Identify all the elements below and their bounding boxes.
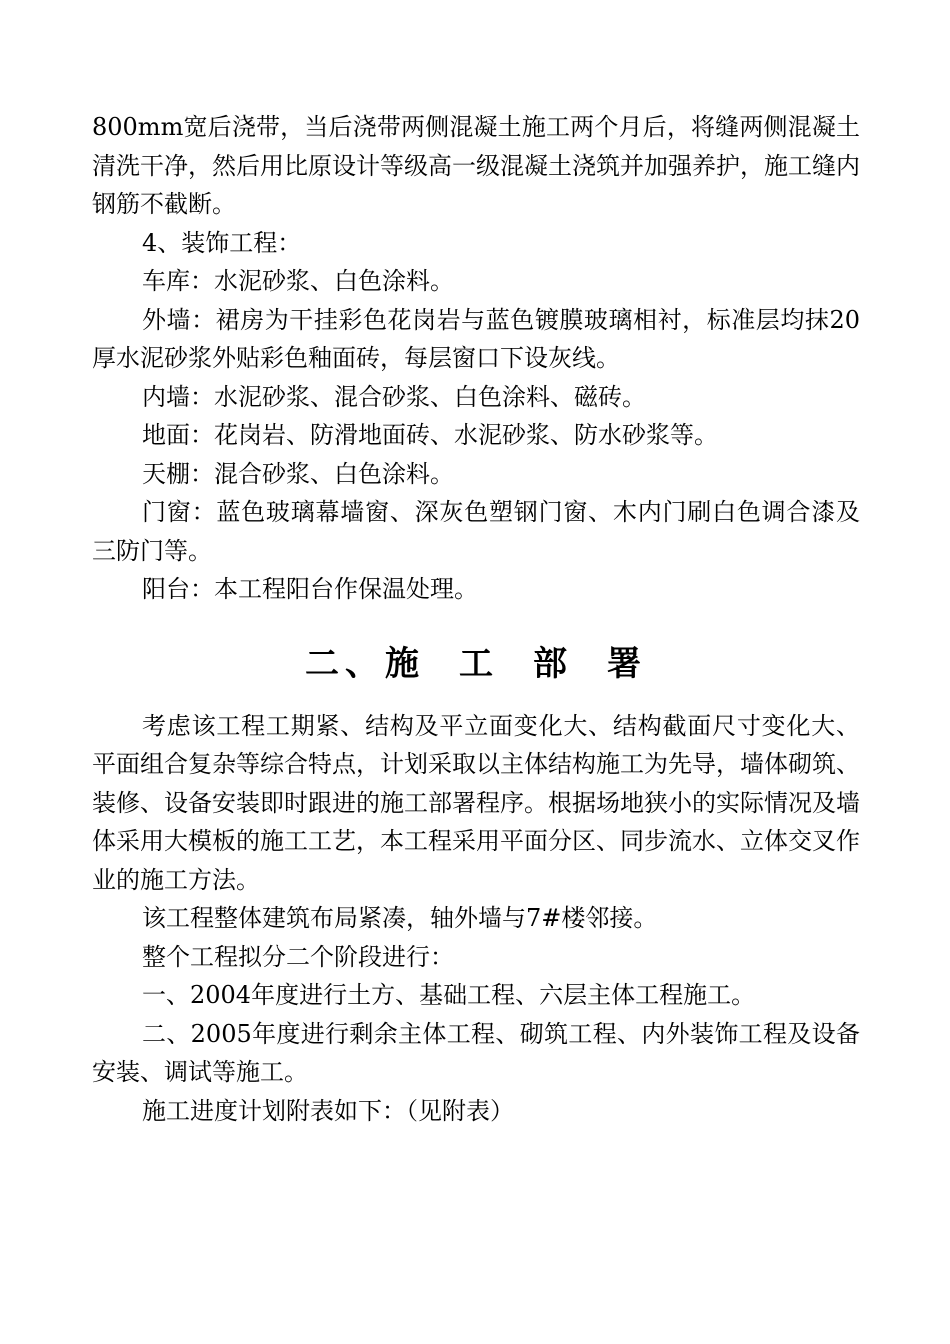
floor-finish-item: 地面：花岗岩、防滑地面砖、水泥砂浆、防水砂浆等。 [142, 421, 718, 449]
layout-paragraph: 该工程整体建筑布局紧凑，轴外墙与7#楼邻接。 [142, 904, 658, 932]
balcony-item: 阳台：本工程阳台作保温处理。 [142, 575, 478, 603]
exterior-wall-finish-item: 外墙：裙房为干挂彩色花岗岩与蓝色镀膜玻璃相衬，标准层均抹20厚水泥砂浆外贴彩色釉面砖，每层窗口下设灰线。 [92, 305, 860, 372]
doors-windows-item: 门窗：蓝色玻璃幕墙窗、深灰色塑钢门窗、木内门刷白色调合漆及三防门等。 [92, 498, 860, 565]
ceiling-finish-item: 天棚：混合砂浆、白色涂料。 [142, 459, 454, 488]
post-pour-strip-paragraph: 800mm宽后浇带，当后浇带两侧混凝土施工两个月后，将缝两侧混凝土清洗干净，然后用比原设计等级高一级混凝土浇筑并加强养护，施工缝内钢筋不截断。 [92, 113, 860, 218]
decoration-works-title: 4、装饰工程： [142, 228, 302, 257]
phases-intro-paragraph: 整个工程拟分二个阶段进行： [142, 942, 454, 971]
document-page [92, 108, 860, 1130]
heading-part-2: 工 [459, 643, 499, 684]
interior-wall-finish-item: 内墙：水泥砂浆、混合砂浆、白色涂料、磁砖。 [142, 382, 646, 411]
section-heading-construction-deployment [92, 639, 860, 689]
heading-part-4: 署 [607, 643, 647, 684]
schedule-reference-paragraph: 施工进度计划附表如下：（见附表） [142, 1096, 514, 1125]
phase-one-paragraph: 一、2004年度进行土方、基础工程、六层主体工程施工。 [142, 981, 756, 1009]
phase-two-paragraph: 二、2005年度进行剩余主体工程、砌筑工程、内外装饰工程及设备安装、调试等施工。 [92, 1019, 860, 1086]
deployment-overview-paragraph: 考虑该工程工期紧、结构及平立面变化大、结构截面尺寸变化大、平面组合复杂等综合特点，计划采取以主体结构施工为先导，墙体砌筑、装修、设备安装即时跟进的施工部署程序。根据场地狭小的实际情况及墙体采用大模板的施工工艺，本工程采用平面分区、同步流水、立体交叉作业的施工方法。 [92, 711, 860, 894]
heading-part-3: 部 [533, 643, 573, 684]
heading-part-1: 二、施 [305, 643, 425, 684]
garage-finish-item: 车库：水泥砂浆、白色涂料。 [142, 267, 454, 295]
